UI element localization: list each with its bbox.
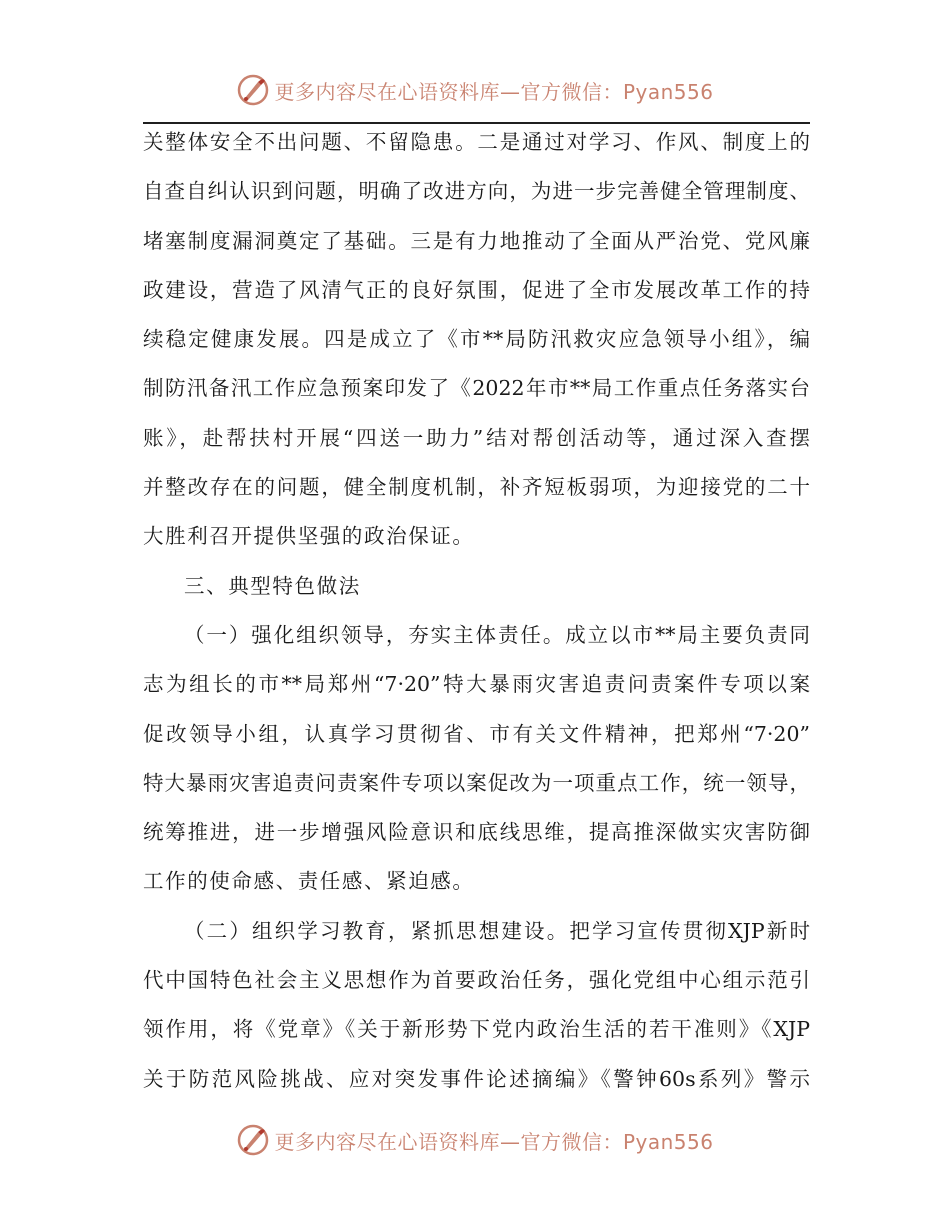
body-line: 领作用，将《党章》《关于新形势下党内政治生活的若干准则》《XJP xyxy=(143,1017,810,1042)
pen-leaf-logo-icon xyxy=(236,1123,270,1157)
body-line: 制防汛备汛工作应急预案印发了《2022年市**局工作重点任务落实台 xyxy=(143,376,810,401)
pen-leaf-logo-icon xyxy=(236,73,270,107)
section-heading: 三、典型特色做法 xyxy=(184,573,361,598)
body-line: 代中国特色社会主义思想作为首要政治任务，强化党组中心组示范引 xyxy=(143,968,810,993)
body-line: 志为组长的市**局郑州“7·20”特大暴雨灾害追责问责案件专项以案 xyxy=(143,672,810,697)
body-line: （一）强化组织领导，夯实主体责任。成立以市**局主要负责同 xyxy=(184,622,810,647)
body-line: 政建设，营造了风清气正的良好氛围，促进了全市发展改革工作的持 xyxy=(143,277,810,302)
header-banner xyxy=(0,70,950,110)
body-line: 并整改存在的问题，健全制度机制，补齐短板弱项，为迎接党的二十 xyxy=(143,475,810,500)
body-line: 堵塞制度漏洞奠定了基础。三是有力地推动了全面从严治党、党风廉 xyxy=(143,228,810,253)
document-body xyxy=(143,118,810,1104)
body-line: （二）组织学习教育，紧抓思想建设。把学习宣传贯彻XJP新时 xyxy=(184,918,810,943)
header-banner-text: 更多内容尽在心语资料库—官方微信：Pyan556 xyxy=(274,79,714,104)
footer-banner xyxy=(0,1120,950,1160)
body-line: 关整体安全不出问题、不留隐患。二是通过对学习、作风、制度上的 xyxy=(143,130,810,154)
body-line: 账》，赴帮扶村开展“四送一助力”结对帮创活动等，通过深入查摆 xyxy=(143,425,810,450)
body-line: 工作的使命感、责任感、紧迫感。 xyxy=(143,869,475,894)
body-line: 续稳定健康发展。四是成立了《市**局防汛救灾应急领导小组》，编 xyxy=(143,327,810,352)
body-line: 大胜利召开提供坚强的政治保证。 xyxy=(143,524,475,549)
body-line: 自查自纠认识到问题，明确了改进方向，为进一步完善健全管理制度、 xyxy=(143,179,810,204)
body-line: 特大暴雨灾害追责问责案件专项以案促改为一项重点工作，统一领导， xyxy=(143,770,810,795)
body-line: 统筹推进，进一步增强风险意识和底线思维，提高推深做实灾害防御 xyxy=(143,820,810,845)
body-line: 促改领导小组，认真学习贯彻省、市有关文件精神，把郑州“7·20” xyxy=(143,721,810,746)
body-line: 关于防范风险挑战、应对突发事件论述摘编》《警钟60s系列》警示 xyxy=(143,1066,810,1091)
footer-banner-text: 更多内容尽在心语资料库—官方微信：Pyan556 xyxy=(274,1129,714,1154)
